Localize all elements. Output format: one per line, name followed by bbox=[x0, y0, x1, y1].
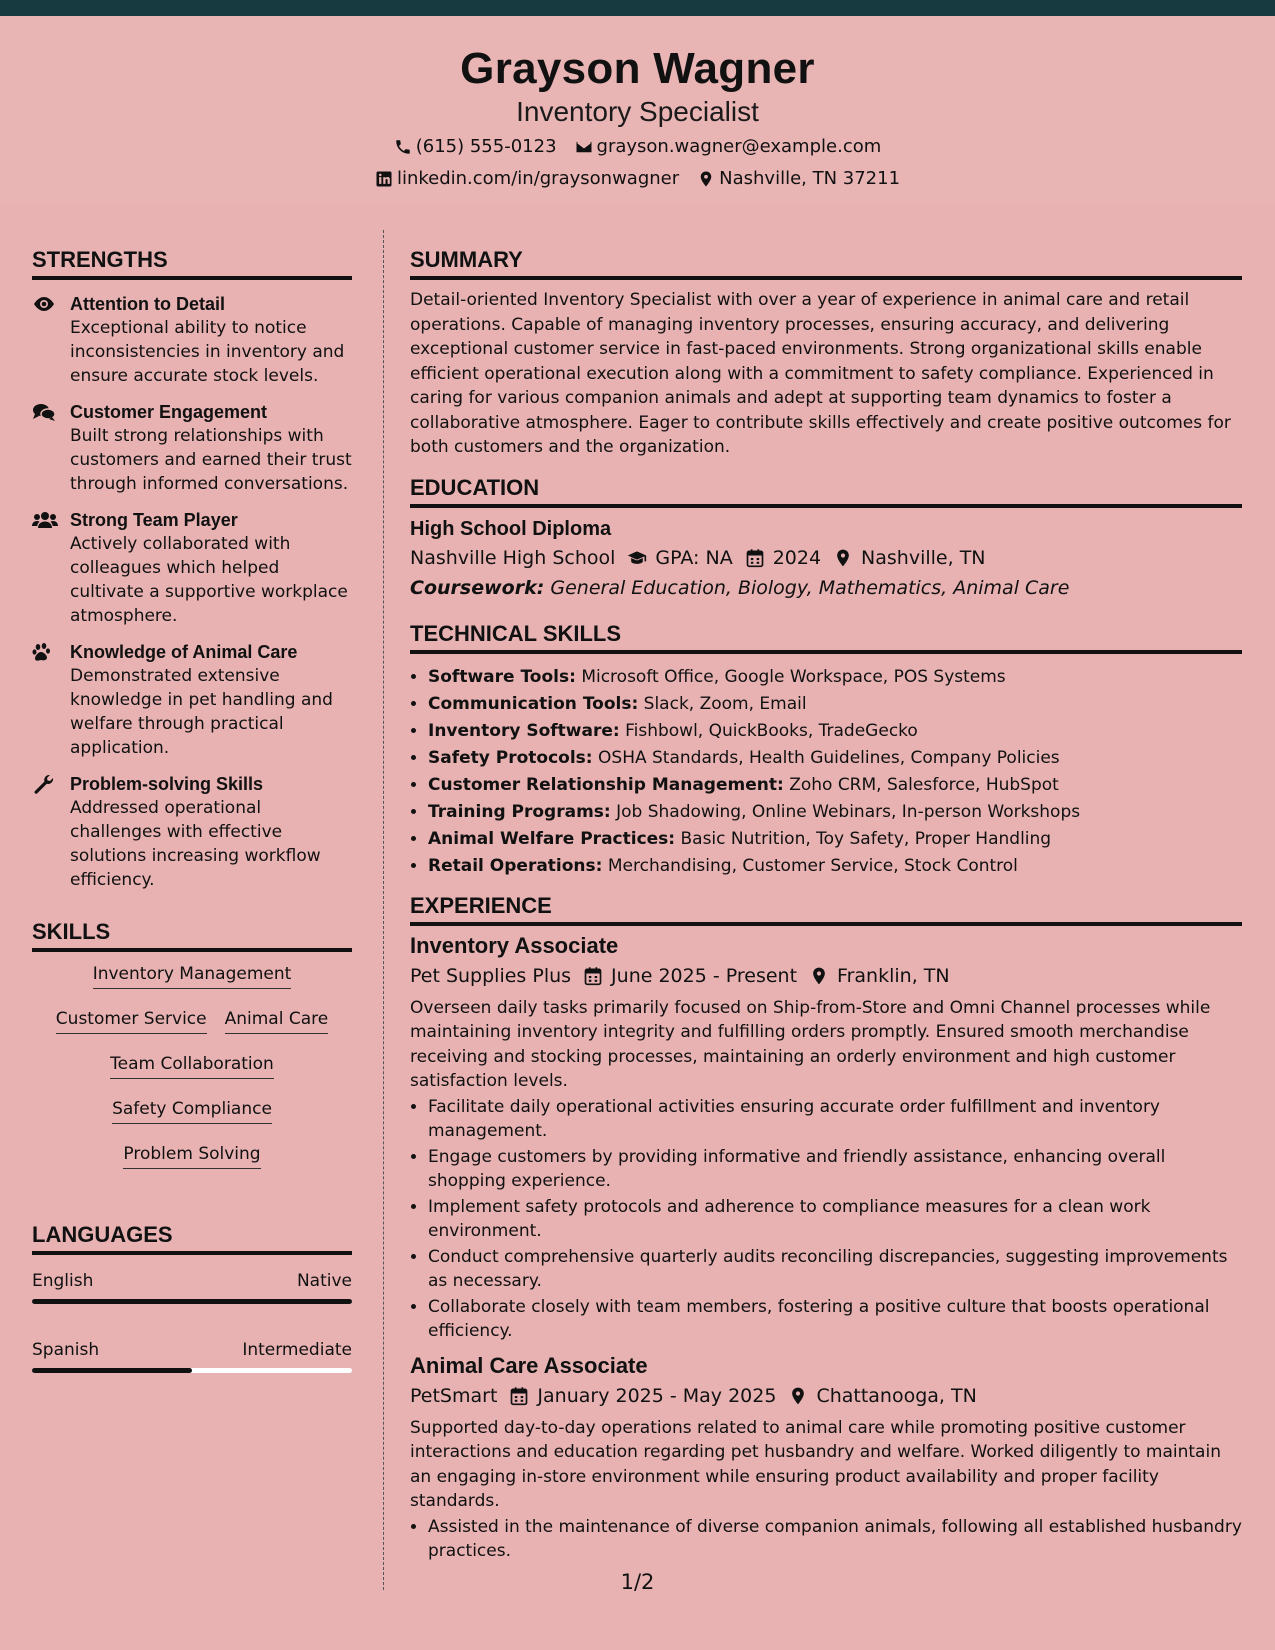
skill-values: Slack, Zoom, Email bbox=[643, 693, 807, 714]
skills-heading: SKILLS bbox=[32, 918, 352, 952]
map-pin-icon bbox=[697, 170, 715, 188]
map-pin-icon bbox=[833, 548, 853, 568]
list-item: • Implement safety protocols and adherence to compliance measures for a clean work environment. bbox=[428, 1195, 1242, 1244]
job-bullets bbox=[410, 1515, 1242, 1564]
skill-values: OSHA Standards, Health Guidelines, Company Policies bbox=[598, 747, 1060, 768]
list-item bbox=[428, 826, 1242, 853]
skill-values: Basic Nutrition, Toy Safety, Proper Handling bbox=[680, 828, 1052, 849]
paw-icon bbox=[32, 642, 54, 662]
phone-icon bbox=[394, 138, 412, 156]
contact-row-2 bbox=[0, 166, 1275, 192]
list-item bbox=[428, 664, 1242, 691]
list-item bbox=[428, 772, 1242, 799]
page-number: 1/2 bbox=[620, 1570, 655, 1594]
company-name: PetSmart bbox=[410, 1384, 498, 1407]
skill-tag: Inventory Management bbox=[93, 962, 292, 989]
language-bar bbox=[32, 1299, 352, 1304]
candidate-name: Grayson Wagner bbox=[460, 44, 815, 93]
education-meta bbox=[410, 544, 1242, 572]
strength-item bbox=[32, 400, 352, 496]
graduation-cap-icon bbox=[627, 548, 647, 568]
languages-heading: LANGUAGES bbox=[32, 1221, 352, 1255]
eye-icon bbox=[32, 294, 56, 314]
left-column bbox=[32, 246, 352, 1373]
chat-icon bbox=[32, 402, 56, 422]
school-location: Nashville, TN bbox=[861, 546, 986, 569]
language-bar-fill bbox=[32, 1299, 352, 1304]
job-title: Animal Care Associate bbox=[410, 1352, 648, 1378]
list-item: • Engage customers by providing informative and friendly assistance, enhancing overall shopping experience. bbox=[428, 1145, 1242, 1194]
users-icon bbox=[32, 510, 58, 530]
job-meta bbox=[410, 1382, 1242, 1410]
email-text[interactable]: grayson.wagner@example.com bbox=[596, 136, 882, 157]
language-name: English bbox=[32, 1271, 94, 1291]
job-meta bbox=[410, 962, 1242, 990]
coursework-text: General Education, Biology, Mathematics, Animal Care bbox=[550, 576, 1070, 599]
summary-heading: SUMMARY bbox=[410, 246, 1242, 280]
list-item: • Collaborate closely with team members, fostering a positive culture that boosts operational efficiency. bbox=[428, 1295, 1242, 1344]
job-dates: January 2025 - May 2025 bbox=[537, 1384, 777, 1407]
skill-category: Safety Protocols: bbox=[428, 747, 593, 768]
company-name: Pet Supplies Plus bbox=[410, 964, 572, 987]
job-location: Chattanooga, TN bbox=[816, 1384, 977, 1407]
job-location: Franklin, TN bbox=[837, 964, 950, 987]
coursework-label: Coursework: bbox=[410, 576, 545, 599]
technical-skills-heading: TECHNICAL SKILLS bbox=[410, 620, 1242, 654]
list-item: • Facilitate daily operational activities ensuring accurate order fulfillment and inventory management. bbox=[428, 1095, 1242, 1144]
contact-row-1 bbox=[0, 134, 1275, 160]
job-description: Overseen daily tasks primarily focused on Ship-from-Store and Omni Channel processes while maintaining inventory integrity and fulfilling orders promptly. Ensured smooth merchandise receiving and stocking processes, maintaining an orderly environment and high customer satisfaction levels. bbox=[410, 997, 1211, 1091]
resume-header bbox=[0, 16, 1275, 204]
strength-desc: Actively collaborated with colleagues which helped cultivate a supportive workplace atmosphere. bbox=[70, 534, 348, 626]
technical-skills-list bbox=[410, 664, 1242, 880]
skill-values: Microsoft Office, Google Workspace, POS Systems bbox=[581, 666, 1006, 687]
job-entry bbox=[410, 932, 1242, 1344]
list-item: • Assisted in the maintenance of diverse companion animals, following all established husbandry practices. bbox=[428, 1515, 1242, 1564]
right-column bbox=[410, 246, 1242, 1564]
skill-tag: Problem Solving bbox=[123, 1142, 260, 1169]
language-bar bbox=[32, 1368, 352, 1373]
job-title: Inventory Associate bbox=[410, 932, 619, 958]
list-item bbox=[428, 691, 1242, 718]
location-text: Nashville, TN 37211 bbox=[719, 168, 901, 189]
job-dates: June 2025 - Present bbox=[611, 964, 798, 987]
skill-category: Communication Tools: bbox=[428, 693, 639, 714]
skill-tag: Customer Service bbox=[56, 1007, 207, 1034]
job-entry bbox=[410, 1352, 1242, 1564]
skill-category: Retail Operations: bbox=[428, 855, 603, 876]
list-item bbox=[428, 799, 1242, 826]
strength-item bbox=[32, 640, 352, 760]
skill-category: Software Tools: bbox=[428, 666, 576, 687]
list-item: • Conduct comprehensive quarterly audits reconciling discrepancies, suggesting improvements as necessary. bbox=[428, 1245, 1242, 1294]
email-contact[interactable] bbox=[575, 134, 882, 160]
strength-item bbox=[32, 508, 352, 628]
language-level: Native bbox=[296, 1271, 352, 1291]
degree-title: High School Diploma bbox=[410, 517, 612, 540]
strength-title: Strong Team Player bbox=[70, 510, 238, 530]
phone-text: (615) 555-0123 bbox=[415, 136, 557, 157]
skill-tag: Team Collaboration bbox=[110, 1052, 274, 1079]
skill-category: Customer Relationship Management: bbox=[428, 774, 784, 795]
list-item bbox=[428, 745, 1242, 772]
map-pin-icon bbox=[788, 1386, 808, 1406]
strength-title: Attention to Detail bbox=[70, 294, 225, 314]
job-bullets bbox=[410, 1095, 1242, 1344]
language-bar-fill bbox=[32, 1368, 192, 1373]
language-item bbox=[32, 1269, 352, 1304]
coursework bbox=[410, 574, 1242, 602]
list-item bbox=[428, 853, 1242, 880]
summary-text: Detail-oriented Inventory Specialist with over a year of experience in animal care and retail operations. Capable of managing inventory processes, ensuring accuracy, and delivering exceptional customer service in fast-paced environments. Strong organizational skills enable efficient operational execution along with a commitment to safety compliance. Experienced in caring for various companion animals and adept at supporting team dynamics to foster a collaborative atmosphere. Eager to contribute skills effectively and create positive outcomes for both customers and the organization. bbox=[410, 290, 1231, 457]
skill-category: Inventory Software: bbox=[428, 720, 620, 741]
language-item bbox=[32, 1338, 352, 1373]
calendar-icon bbox=[509, 1386, 529, 1406]
phone-contact bbox=[394, 134, 557, 160]
strength-desc: Built strong relationships with customers and earned their trust through informed conversations. bbox=[70, 426, 352, 494]
linkedin-contact[interactable] bbox=[375, 166, 679, 192]
strengths-heading: STRENGTHS bbox=[32, 246, 352, 280]
strength-title: Knowledge of Animal Care bbox=[70, 642, 298, 662]
list-item bbox=[428, 718, 1242, 745]
skill-values: Merchandising, Customer Service, Stock Control bbox=[607, 855, 1018, 876]
skill-tag: Animal Care bbox=[225, 1007, 329, 1034]
language-level: Intermediate bbox=[242, 1340, 352, 1360]
strength-title: Problem-solving Skills bbox=[70, 774, 264, 794]
experience-heading: EXPERIENCE bbox=[410, 892, 1242, 926]
skills-cloud bbox=[32, 962, 352, 1187]
skill-values: Job Shadowing, Online Webinars, In-person Workshops bbox=[616, 801, 1081, 822]
skill-tag: Safety Compliance bbox=[112, 1097, 272, 1124]
gpa-text: GPA: NA bbox=[655, 546, 733, 569]
skill-values: Fishbowl, QuickBooks, TradeGecko bbox=[625, 720, 918, 741]
graduation-year: 2024 bbox=[772, 546, 822, 569]
wrench-icon bbox=[32, 774, 54, 794]
education-heading: EDUCATION bbox=[410, 474, 1242, 508]
skill-category: Training Programs: bbox=[428, 801, 611, 822]
map-pin-icon bbox=[809, 966, 829, 986]
column-divider bbox=[383, 230, 384, 1590]
job-description: Supported day-to-day operations related to animal care while promoting positive customer interactions and education regarding pet husbandry and welfare. Worked diligently to maintain an engaging in-store environment while ensuring product availability and proper facility standards. bbox=[410, 1417, 1221, 1511]
strength-desc: Exceptional ability to notice inconsistencies in inventory and ensure accurate stock levels. bbox=[70, 318, 345, 386]
candidate-role: Inventory Specialist bbox=[516, 96, 759, 127]
calendar-icon bbox=[745, 548, 765, 568]
top-accent-bar bbox=[0, 0, 1275, 16]
strength-item bbox=[32, 292, 352, 388]
calendar-icon bbox=[583, 966, 603, 986]
skill-category: Animal Welfare Practices: bbox=[428, 828, 676, 849]
skill-values: Zoho CRM, Salesforce, HubSpot bbox=[789, 774, 1059, 795]
linkedin-text[interactable]: linkedin.com/in/graysonwagner bbox=[396, 168, 680, 189]
location-contact bbox=[697, 166, 900, 192]
envelope-icon bbox=[575, 138, 593, 156]
strength-desc: Demonstrated extensive knowledge in pet handling and welfare through practical application. bbox=[70, 666, 333, 758]
strength-item bbox=[32, 772, 352, 892]
language-name: Spanish bbox=[32, 1340, 100, 1360]
school-name: Nashville High School bbox=[410, 546, 616, 569]
strength-desc: Addressed operational challenges with effective solutions increasing workflow efficiency. bbox=[70, 798, 321, 890]
strength-title: Customer Engagement bbox=[70, 402, 268, 422]
linkedin-icon bbox=[375, 170, 393, 188]
